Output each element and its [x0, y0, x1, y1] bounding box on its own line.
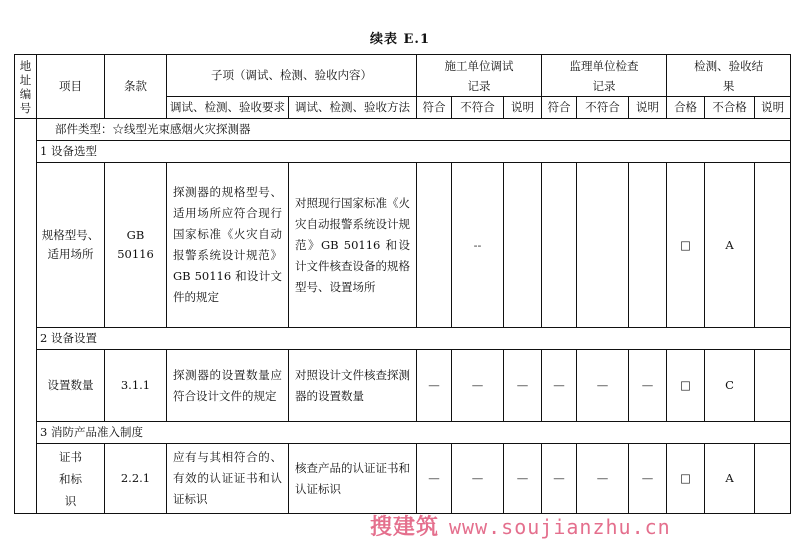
row-fail-grade: A [705, 444, 755, 514]
row-requirement: 探测器的规格型号、适用场所应符合现行国家标准《火灾自动报警系统设计规范》GB 50116 和设计文件的规定 [167, 163, 289, 328]
header-row-1 [15, 55, 791, 97]
header-result: 检测、验收结果 [667, 55, 791, 97]
row-pass-checkbox[interactable]: □ [667, 163, 705, 328]
section-heading: 3 消防产品准入制度 [37, 422, 791, 444]
row-s-nonconform: — [577, 444, 629, 514]
row-note [755, 444, 791, 514]
row-requirement: 应有与其相符合的、有效的认证证书和认证标识 [167, 444, 289, 514]
header-c-note: 说明 [504, 97, 542, 119]
addr-code-cell [15, 119, 37, 514]
section-heading: 1 设备选型 [37, 141, 791, 163]
row-s-conform: — [542, 444, 577, 514]
section-heading-row [15, 328, 791, 350]
row-note [755, 350, 791, 422]
header-s-conform: 符合 [542, 97, 577, 119]
watermark [370, 510, 671, 541]
header-supervisor: 监理单位检查记录 [542, 55, 667, 97]
row-s-note [629, 163, 667, 328]
header-fail: 不合格 [705, 97, 755, 119]
component-type: 部件类型：☆线型光束感烟火灾探测器 [37, 119, 791, 141]
row-method: 对照现行国家标准《火灾自动报警系统设计规范》GB 50116 和设计文件核查设备的规格型号、设置场所 [289, 163, 417, 328]
row-s-note: — [629, 350, 667, 422]
row-c-conform: — [417, 444, 452, 514]
row-s-nonconform: — [577, 350, 629, 422]
row-item: 设置数量 [37, 350, 105, 422]
row-requirement: 探测器的设置数量应符合设计文件的规定 [167, 350, 289, 422]
row-pass-checkbox[interactable]: □ [667, 444, 705, 514]
row-method: 核查产品的认证证书和认证标识 [289, 444, 417, 514]
header-contractor: 施工单位调试记录 [417, 55, 542, 97]
row-s-nonconform [577, 163, 629, 328]
row-c-nonconform: -- [452, 163, 504, 328]
header-s-nonconform: 不符合 [577, 97, 629, 119]
row-item: 规格型号、适用场所 [37, 163, 105, 328]
row-fail-grade: A [705, 163, 755, 328]
row-c-conform: — [417, 350, 452, 422]
row-c-note: — [504, 444, 542, 514]
table-row [15, 444, 791, 514]
row-clause: 2.2.1 [105, 444, 167, 514]
row-note [755, 163, 791, 328]
section-heading-row [15, 141, 791, 163]
header-pass: 合格 [667, 97, 705, 119]
header-addr-code: 地址编号 [15, 55, 37, 119]
row-item: 证书和标识 [37, 444, 105, 514]
header-clause: 条款 [105, 55, 167, 119]
header-sub-req: 调试、检测、验收要求 [167, 97, 289, 119]
header-c-conform: 符合 [417, 97, 452, 119]
header-sub-item: 子项（调试、检测、验收内容） [167, 55, 417, 97]
row-s-conform: — [542, 350, 577, 422]
watermark-url: www.soujianzhu.cn [449, 515, 671, 539]
watermark-cn: 搜建筑 [370, 515, 440, 540]
section-heading: 2 设备设置 [37, 328, 791, 350]
row-c-note [504, 163, 542, 328]
header-note2: 说明 [755, 97, 791, 119]
row-clause: 3.1.1 [105, 350, 167, 422]
table-title: 续表 E.1 [369, 32, 430, 47]
row-clause: GB 50116 [105, 163, 167, 328]
header-item: 项目 [37, 55, 105, 119]
table-row [15, 163, 791, 328]
row-s-conform [542, 163, 577, 328]
row-s-note: — [629, 444, 667, 514]
header-sub-method: 调试、检测、验收方法 [289, 97, 417, 119]
row-fail-grade: C [705, 350, 755, 422]
row-c-conform [417, 163, 452, 328]
inspection-table [14, 54, 791, 514]
section-heading-row [15, 422, 791, 444]
header-c-nonconform: 不符合 [452, 97, 504, 119]
row-c-nonconform: — [452, 350, 504, 422]
row-c-note: — [504, 350, 542, 422]
row-c-nonconform: — [452, 444, 504, 514]
header-s-note: 说明 [629, 97, 667, 119]
row-method: 对照设计文件核查探测器的设置数量 [289, 350, 417, 422]
table-row [15, 350, 791, 422]
component-type-row [15, 119, 791, 141]
row-pass-checkbox[interactable]: □ [667, 350, 705, 422]
